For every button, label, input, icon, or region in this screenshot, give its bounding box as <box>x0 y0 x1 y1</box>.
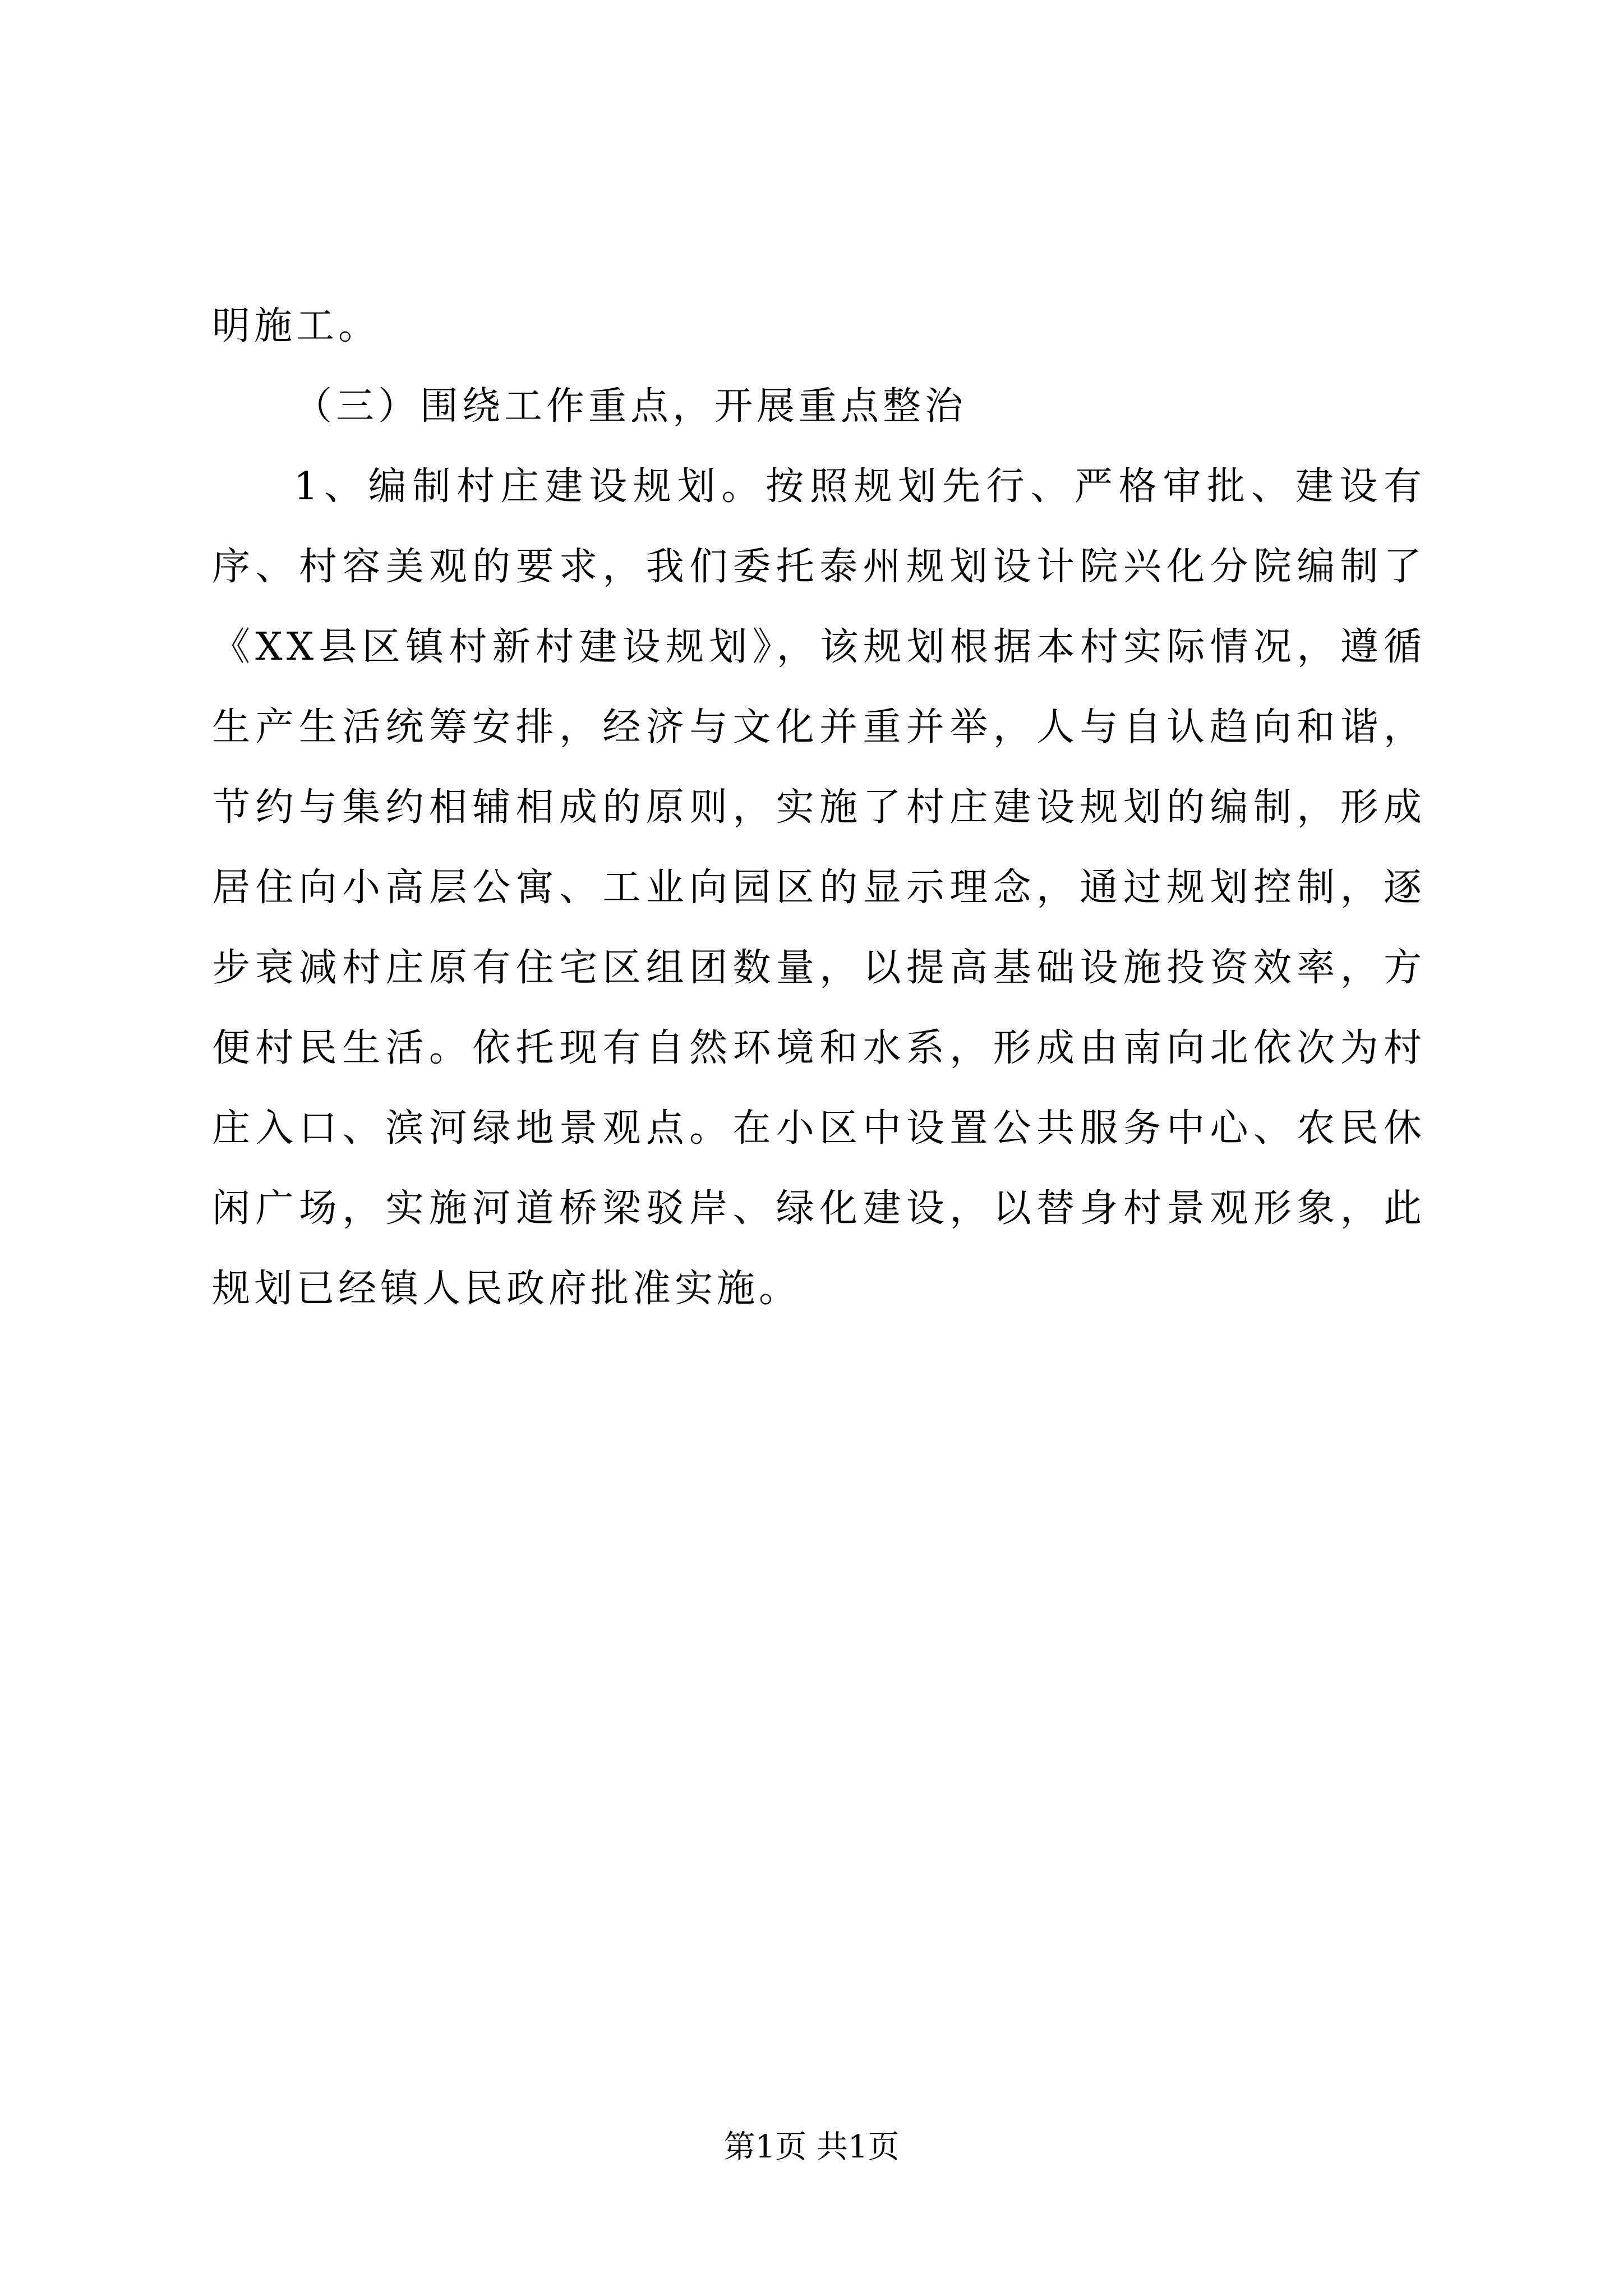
paragraph-line: 节约与集约相辅相成的原则，实施了村庄建设规划的编制，形成 <box>212 785 1426 830</box>
continuation-line: 明施工。 <box>212 304 381 348</box>
paragraph <box>212 447 1426 1329</box>
paragraph-line: 步衰减村庄原有住宅区组团数量，以提高基础设施投资效率，方 <box>212 946 1426 990</box>
document-body <box>212 286 1426 1329</box>
paragraph-line: 居住向小高层公寓、工业向园区的显示理念，通过规划控制，逐 <box>212 866 1426 910</box>
paragraph-line: 便村民生活。依托现有自然环境和水系，形成由南向北依次为村 <box>212 1026 1426 1070</box>
paragraph-line: 序、村容美观的要求，我们委托泰州规划设计院兴化分院编制了 <box>212 545 1426 589</box>
paragraph-line: 庄入口、滨河绿地景观点。在小区中设置公共服务中心、农民休 <box>212 1106 1426 1151</box>
paragraph-line: 规划已经镇人民政府批准实施。 <box>212 1267 801 1311</box>
paragraph-line: 《XX县区镇村新村建设规划》，该规划根据本村实际情况，遵循 <box>212 625 1426 669</box>
paragraph-line: 闲广场，实施河道桥梁驳岸、绿化建设，以替身村景观形象，此 <box>212 1186 1426 1231</box>
paragraph-line: 生产生活统筹安排，经济与文化并重并举，人与自认趋向和谐， <box>212 705 1426 749</box>
paragraph-line: 1、编制村庄建设规划。按照规划先行、严格审批、建设有 <box>294 464 1426 509</box>
page-footer <box>0 2125 1623 2170</box>
page-number: 第1页 共1页 <box>723 2129 900 2165</box>
section-heading: （三）围绕工作重点，开展重点整治 <box>294 384 967 429</box>
